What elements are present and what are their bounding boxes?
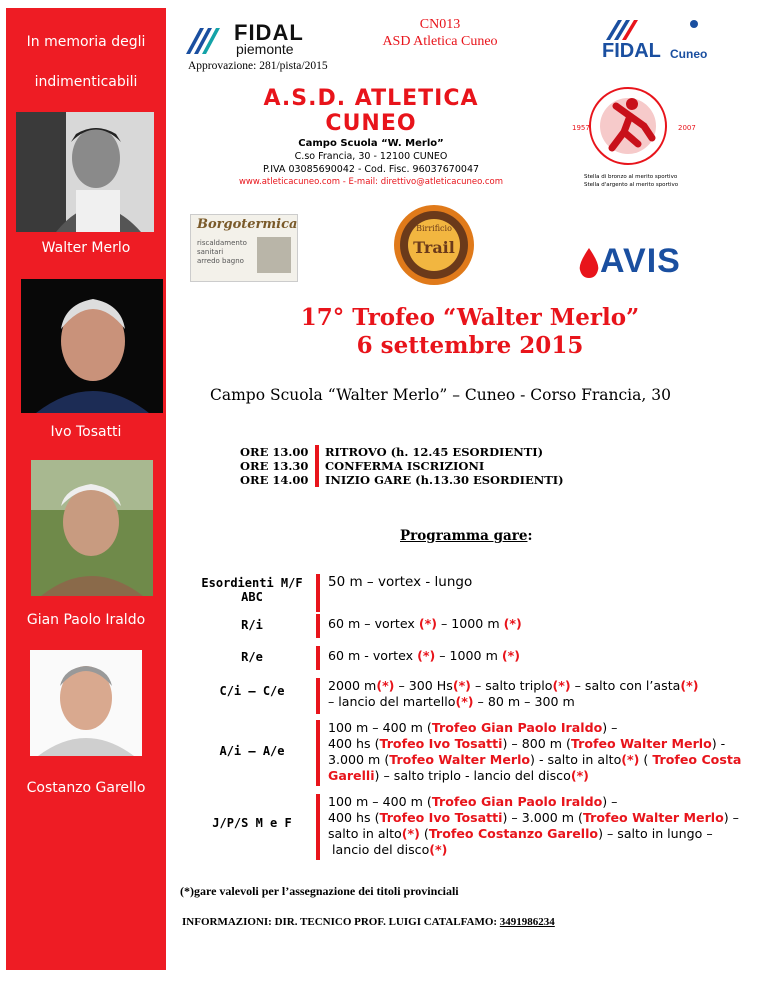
- txt: ) –: [602, 720, 618, 735]
- txt: 3.000 m (: [328, 752, 390, 767]
- programma-colon: :: [527, 528, 533, 544]
- txt: (: [639, 752, 653, 767]
- row-events: [328, 720, 762, 784]
- club-address: C.so Francia, 30 - 12100 CUNEO: [294, 151, 448, 162]
- row-divider: [316, 720, 320, 786]
- star-mark: (*): [418, 616, 437, 631]
- row-events: [328, 678, 768, 710]
- name-walter-merlo: Walter Merlo: [41, 240, 131, 256]
- fidal-cuneo-logo: [598, 16, 718, 62]
- sponsor-borgotermica: [190, 214, 298, 282]
- txt: – 1000 m: [435, 648, 502, 663]
- txt: – 1000 m: [436, 616, 504, 631]
- row-divider: [316, 646, 320, 670]
- approval-text: Approvazione: 281/pista/2015: [188, 60, 328, 72]
- schedule-row: [240, 459, 485, 473]
- schedule-text: INIZIO GARE (h.13.30 ESORDIENTI): [325, 473, 564, 487]
- fidal-piemonte-logo: [182, 22, 342, 58]
- schedule-time: ORE 13.00: [240, 445, 309, 459]
- star-mark: (*): [429, 842, 448, 857]
- txt: 2000 m: [328, 678, 377, 693]
- emblem-note-2: Stella d'argento al merito sportivo: [584, 182, 679, 188]
- emblem-year-right: 2007: [678, 124, 696, 132]
- row-divider: [316, 574, 320, 612]
- txt: ) – salto in lungo –: [598, 826, 713, 841]
- club-campo: Campo Scuola “W. Merlo”: [298, 138, 444, 149]
- txt: ) -: [711, 736, 726, 751]
- row-category: R/e: [241, 650, 263, 664]
- name-ivo-tosatti: Ivo Tosatti: [50, 424, 122, 440]
- txt: ) – salto triplo - lancio del disco: [374, 768, 571, 783]
- trophy-iraldo: Trofeo Gian Paolo Iraldo: [431, 720, 603, 735]
- borgo-line-2: sanitari: [197, 248, 224, 256]
- footnote: (*)gare valevoli per l’assegnazione dei titoli provinciali: [180, 884, 459, 898]
- row-divider: [316, 614, 320, 638]
- club-title: A.S.D. ATLETICA CUNEO: [263, 86, 479, 136]
- photo-gian-paolo-iraldo: [30, 650, 142, 756]
- txt: 100 m – 400 m (: [328, 720, 432, 735]
- schedule-time: ORE 14.00: [240, 473, 309, 487]
- memorial-sidebar: [6, 8, 166, 970]
- txt: 400 hs (: [328, 810, 380, 825]
- star-mark: (*): [452, 678, 471, 693]
- row-category: R/i: [241, 618, 263, 632]
- star-mark: (*): [503, 616, 522, 631]
- fidal-cuneo-stripes-icon: [600, 16, 710, 42]
- txt: (: [419, 826, 429, 841]
- txt: 60 m – vortex: [328, 616, 419, 631]
- txt: lancio del disco: [332, 842, 430, 857]
- star-mark: (*): [455, 694, 474, 709]
- fidal-cuneo-wordmark: FIDAL: [602, 40, 661, 62]
- fidal-stripes-icon: [182, 22, 226, 58]
- borgotermica-image: [257, 237, 291, 273]
- schedule-text: RITROVO (h. 12.45 ESORDIENTI): [325, 445, 544, 459]
- event-venue: Campo Scuola “Walter Merlo” – Cuneo - Corso Francia, 30: [210, 386, 671, 404]
- trophy-tosatti: Trofeo Ivo Tosatti: [379, 810, 503, 825]
- txt: ) –: [602, 794, 618, 809]
- star-mark: (*): [401, 826, 420, 841]
- table-row: [192, 678, 762, 714]
- info-phone[interactable]: 3491986234: [499, 916, 555, 928]
- borgotermica-services: [197, 239, 247, 266]
- trail-top-text: Birrificio: [416, 224, 452, 233]
- programma-title: Programma gare: [400, 528, 528, 544]
- schedule-divider: [315, 445, 319, 487]
- star-mark: (*): [621, 752, 640, 767]
- photo-walter-merlo-portrait: [21, 279, 163, 413]
- event-title: 17° Trofeo “Walter Merlo”: [300, 304, 640, 331]
- emblem-note-1: Stella di bronzo al merito sportivo: [584, 174, 678, 180]
- txt: ) – 3.000 m (: [502, 810, 583, 825]
- borgotermica-title: Borgotermica: [197, 217, 298, 232]
- row-divider: [316, 794, 320, 860]
- star-mark: (*): [501, 648, 520, 663]
- table-row: [192, 646, 762, 670]
- row-category: A/i – A/e: [219, 744, 285, 758]
- trophy-iraldo: Trofeo Gian Paolo Iraldo: [431, 794, 603, 809]
- sponsor-avis: [576, 242, 708, 280]
- table-row: [192, 614, 762, 638]
- schedule-row: [240, 445, 544, 459]
- txt: – lancio del martello: [328, 694, 456, 709]
- emblem-year-left: 1957: [572, 124, 590, 132]
- trophy-garello: Trofeo Costanzo Garello: [428, 826, 599, 841]
- club-piva: P.IVA 03085690042 - Cod. Fisc. 96037670047: [262, 164, 480, 175]
- photo-ivo-tosatti: [31, 460, 153, 596]
- event-code: CN013: [419, 17, 461, 32]
- event-title-block: [200, 304, 740, 360]
- borgo-line-1: riscaldamento: [197, 239, 247, 247]
- event-date: 6 settembre 2015: [356, 332, 584, 359]
- txt: – 80 m – 300 m: [473, 694, 575, 709]
- row-events: [328, 648, 768, 664]
- star-mark: (*): [417, 648, 436, 663]
- club-emblem: [568, 86, 706, 196]
- txt: 100 m – 400 m (: [328, 794, 432, 809]
- row-events: 50 m – vortex - lungo: [328, 574, 473, 590]
- memoria-line-1: In memoria degli: [26, 34, 146, 50]
- row-category: Esordienti M/F ABC: [201, 576, 303, 604]
- star-mark: (*): [552, 678, 571, 693]
- trophy-merlo: Trofeo Walter Merlo: [570, 736, 712, 751]
- txt: ) –: [723, 810, 739, 825]
- txt: ) – 800 m (: [502, 736, 571, 751]
- row-category: J/P/S M e F: [212, 816, 292, 830]
- star-mark: (*): [376, 678, 395, 693]
- schedule-text: CONFERMA ISCRIZIONI: [325, 459, 485, 473]
- trophy-garelli: Garelli: [328, 768, 375, 783]
- info-label: INFORMAZIONI: DIR. TECNICO PROF. LUIGI CATALFAMO:: [182, 916, 500, 928]
- header-code-block: [360, 16, 520, 50]
- club-web: www.atleticacuneo.com - E-mail: direttivo@atleticacuneo.com: [238, 177, 504, 187]
- name-gian-paolo-iraldo: Gian Paolo Iraldo: [26, 612, 146, 628]
- txt: 400 hs (: [328, 736, 380, 751]
- txt: 60 m - vortex: [328, 648, 418, 663]
- fidal-cuneo-suffix: Cuneo: [670, 47, 708, 61]
- trophy-merlo: Trofeo Walter Merlo: [389, 752, 531, 767]
- trophy-costa: Trofeo Costa: [652, 752, 742, 767]
- club-name-small: ASD Atletica Cuneo: [382, 34, 498, 49]
- photo-walter-merlo: [16, 112, 154, 232]
- club-block: [226, 86, 516, 187]
- table-row: [192, 720, 762, 786]
- star-mark: (*): [570, 768, 589, 783]
- trophy-tosatti: Trofeo Ivo Tosatti: [379, 736, 503, 751]
- row-events: [328, 616, 768, 632]
- fidal-wordmark: FIDAL: [234, 20, 304, 45]
- sponsor-birrificio-trail: [392, 198, 476, 292]
- txt: salto in alto: [328, 826, 402, 841]
- star-mark: (*): [680, 678, 699, 693]
- avis-wordmark: AVIS: [600, 242, 681, 280]
- fidal-region: piemonte: [236, 41, 294, 57]
- memoria-line-2: indimenticabili: [34, 74, 138, 90]
- txt: – salto con l’asta: [570, 678, 681, 693]
- borgo-line-3: arredo bagno: [197, 257, 244, 265]
- row-events: [328, 794, 768, 858]
- name-costanzo-garello: Costanzo Garello: [26, 780, 146, 796]
- trail-name: Trail: [413, 238, 455, 257]
- table-row: [192, 794, 762, 860]
- table-row: [192, 574, 762, 612]
- blood-drop-icon: [576, 246, 602, 280]
- trophy-merlo: Trofeo Walter Merlo: [582, 810, 724, 825]
- txt: ) - salto in alto: [530, 752, 622, 767]
- row-divider: [316, 678, 320, 714]
- programma-heading: [400, 528, 532, 544]
- row-category: C/i – C/e: [219, 684, 285, 698]
- txt: – 300 Hs: [394, 678, 453, 693]
- schedule-row: [240, 473, 564, 487]
- info-line: [182, 916, 555, 928]
- schedule-time: ORE 13.30: [240, 459, 309, 473]
- txt: – salto triplo: [470, 678, 553, 693]
